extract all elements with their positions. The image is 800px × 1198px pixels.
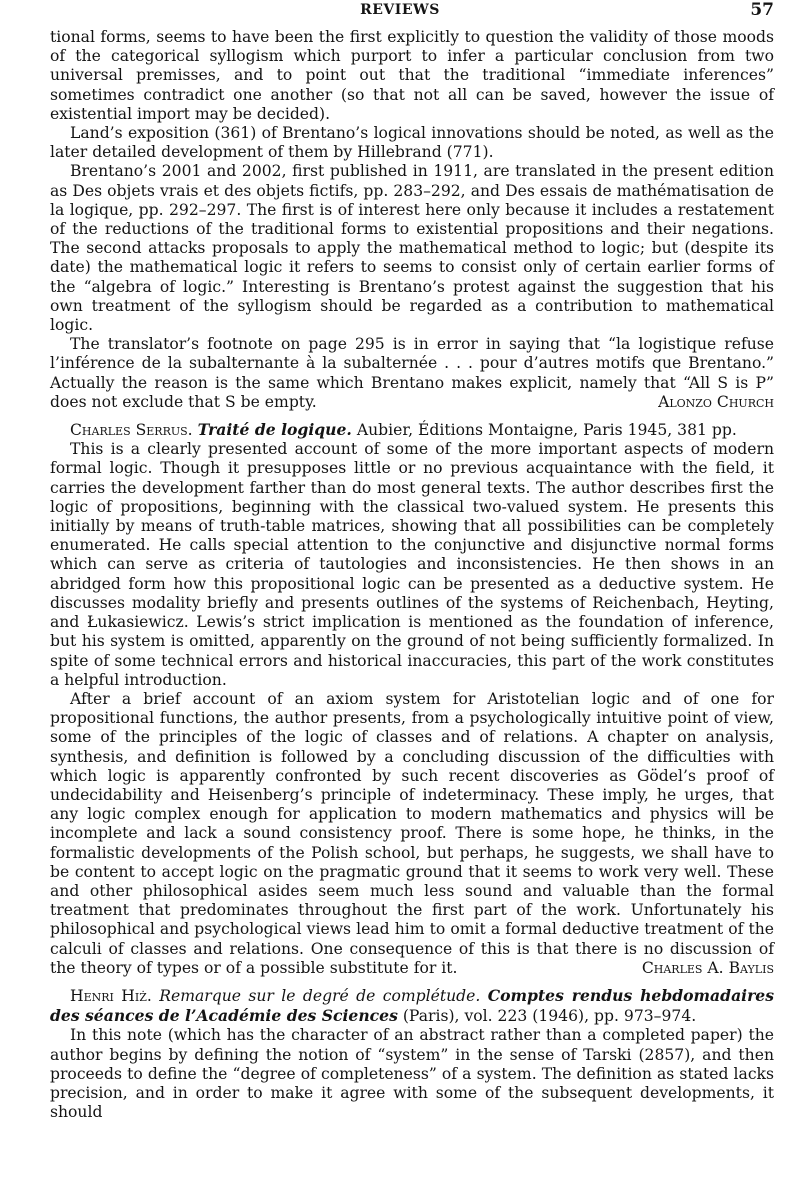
running-title: REVIEWS bbox=[360, 2, 440, 18]
hiz-citation bbox=[50, 986, 774, 1026]
hiz-title: Remarque sur le degré de complétude. bbox=[159, 986, 481, 1005]
church-paragraph-3: Brentano’s 2001 and 2002, first published in 1911, are translated in the present edition as Des objets vrais et des objets fictifs, pp. 283–292, and Des essais de mathématisation de la logique, pp. 292–297. The first is of interest here only because it includes a restatement of the reductions of the traditional forms to existential propositions and their negations. The second attacks proposals to apply the mathematical method to logic; but (despite its date) the mathematical logic it refers to seems to consist only of certain earlier forms of the “algebra of logic.” Interesting is Brentano’s protest against the suggestion that his own treatment of the syllogism should be regarded as a contribution to mathematical logic. bbox=[50, 162, 774, 335]
serrus-paragraph-2-text: After a brief account of an axiom system for Aristotelian logic and of one for propositional functions, the author presents, from a psychologically intuitive point of view, some of the principles of the logic of classes and of relations. A chapter on analysis, synthesis, and definition is followed by a concluding discussion of the difficulties with which logic is apparently confronted by such recent discoveries as Gödel’s proof of undecidability and Heisenberg’s principle of indeterminacy. These imply, he urges, that any logic complex enough for application to modern mathematics and physics will be incomplete and lack a sound consistency proof. There is some hope, he thinks, in the formalistic developments of the Polish school, but perhaps, he suggests, we shall have to be content to accept logic on the pragmatic ground that it seems to work very well. These and other philosophical asides seem much less sound and valuable than the formal treatment that predominates throughout the first part of the work. Unfortunately his philosophical and psychological views lead him to omit a formal deductive treatment of the calculi of classes and relations. One consequence of this is that there is no discussion of the theory of types or of a possible substitute for it. bbox=[50, 689, 774, 977]
church-paragraph-2: Land’s exposition (361) of Brentano’s logical innovations should be noted, as well as the later detailed development of them by Hillebrand (771). bbox=[50, 124, 774, 162]
hiz-paragraph-1: In this note (which has the character of an abstract rather than a completed paper) the author begins by defining the notion of “system” in the sense of Tarski (2857), and then proceeds to define the “degree of completeness” of a system. The definition as stated lacks precision, and in order to make it agree with some of the subsequent developments, it should bbox=[50, 1026, 774, 1122]
reviewer-church: Alonzo Church bbox=[658, 392, 774, 411]
serrus-paragraph-1: This is a clearly presented account of some of the more important aspects of modern formal logic. Though it presupposes little or no previous acquaintance with the field, it carries the development farther than do most general texts. The author describes first the logic of propositions, beginning with the classical two-valued system. He presents this initially by means of truth-table matrices, showing that all possibilities can be completely enumerated. He calls special attention to the conjunctive and disjunctive normal forms which can serve as criteria of tautologies and inconsistencies. He then shows in an abridged form how this propositional logic can be presented as a deductive system. He discusses modality briefly and presents outlines of the systems of Reichenbach, Heyting, and Łukasiewicz. Lewis’s strict implication is mentioned as the foundation of inference, but his system is omitted, apparently on the ground of not being sufficiently formalized. In spite of some technical errors and historical inaccuracies, this part of the work constitutes a helpful introduction. bbox=[50, 440, 774, 689]
serrus-author: Charles Serrus. bbox=[70, 421, 193, 440]
church-paragraph-4 bbox=[50, 335, 774, 412]
reviewer-baylis: Charles A. Baylis bbox=[641, 958, 774, 977]
page-number: 57 bbox=[750, 0, 774, 20]
hiz-citation-details: (Paris), vol. 223 (1946), pp. 973–974. bbox=[402, 1007, 697, 1026]
church-paragraph-1: tional forms, seems to have been the first explicitly to question the validity of those moods of the categorical syllogism which purport to infer a particular conclusion from two universal premisses, and to point out that the traditional “immediate inferences” sometimes contradict one another (so that not all can be saved, however the issue of existential import may be decided). bbox=[50, 28, 774, 123]
serrus-citation bbox=[50, 420, 774, 440]
serrus-publisher: Aubier, Éditions Montaigne, Paris 1945, 381 pp. bbox=[356, 421, 737, 440]
running-header bbox=[0, 0, 800, 24]
hiz-author: Henri Hiż. bbox=[70, 986, 152, 1005]
hiz-journal: Comptes rendus hebdomadaires des séances de l’Académie des Sciences bbox=[50, 985, 775, 1026]
page-body bbox=[50, 28, 774, 1122]
serrus-title: Traité de logique. bbox=[197, 420, 352, 440]
church-paragraph-4-text: The translator’s footnote on page 295 is in error in saying that “la logistique refuse l’inférence de la subalternante à la subalternée . . . pour d’autres motifs que Brentano.” Actually the reason is the same which Brentano makes explicit, namely that “All S is P” does not exclude that S be empty. bbox=[50, 335, 774, 411]
serrus-paragraph-2 bbox=[50, 690, 774, 978]
